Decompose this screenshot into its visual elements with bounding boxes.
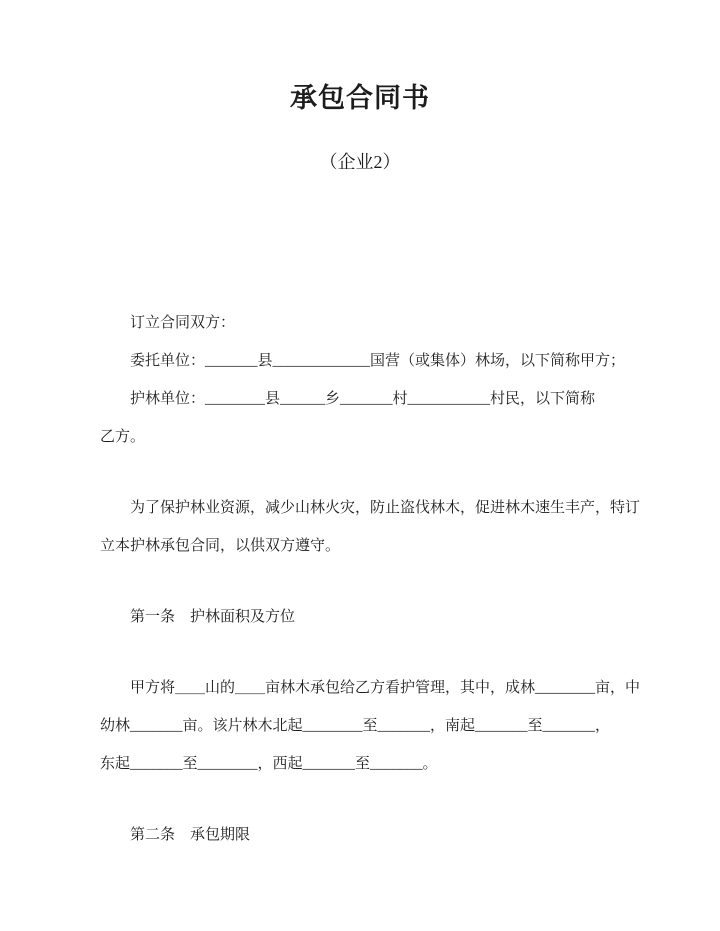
line-article1-text-2: 幼林_______亩。该片林木北起________至_______，南起_______至_______， <box>100 717 611 734</box>
line-caretaker-unit: 护林单位：________县______乡_______村___________村民，以下简称 <box>130 390 596 407</box>
line-caretaker-unit-continuation: 乙方。 <box>100 428 146 445</box>
document-subtitle: （企业2） <box>319 151 401 172</box>
line-entrusting-unit: 委托单位：_______县_____________国营（或集体）林场，以下简称甲方； <box>130 352 626 369</box>
document-title: 承包合同书 <box>290 83 430 113</box>
line-article1-text-3: 东起_______至________，西起_______至_______。 <box>100 755 438 772</box>
line-article1-text-1: 甲方将＿＿山的＿＿亩林木承包给乙方看护管理，其中，成林________亩，中 <box>130 679 641 696</box>
line-parties-intro: 订立合同双方： <box>130 314 236 331</box>
line-purpose-first: 为了保护林业资源，减少山林火灾，防止盗伐林木，促进林木速生丰产，特订 <box>130 499 641 516</box>
heading-article-1: 第一条 护林面积及方位 <box>130 608 296 625</box>
line-purpose-continuation: 立本护林承包合同，以供双方遵守。 <box>100 537 341 554</box>
heading-article-2: 第二条 承包期限 <box>130 826 251 843</box>
document-body <box>100 304 642 854</box>
